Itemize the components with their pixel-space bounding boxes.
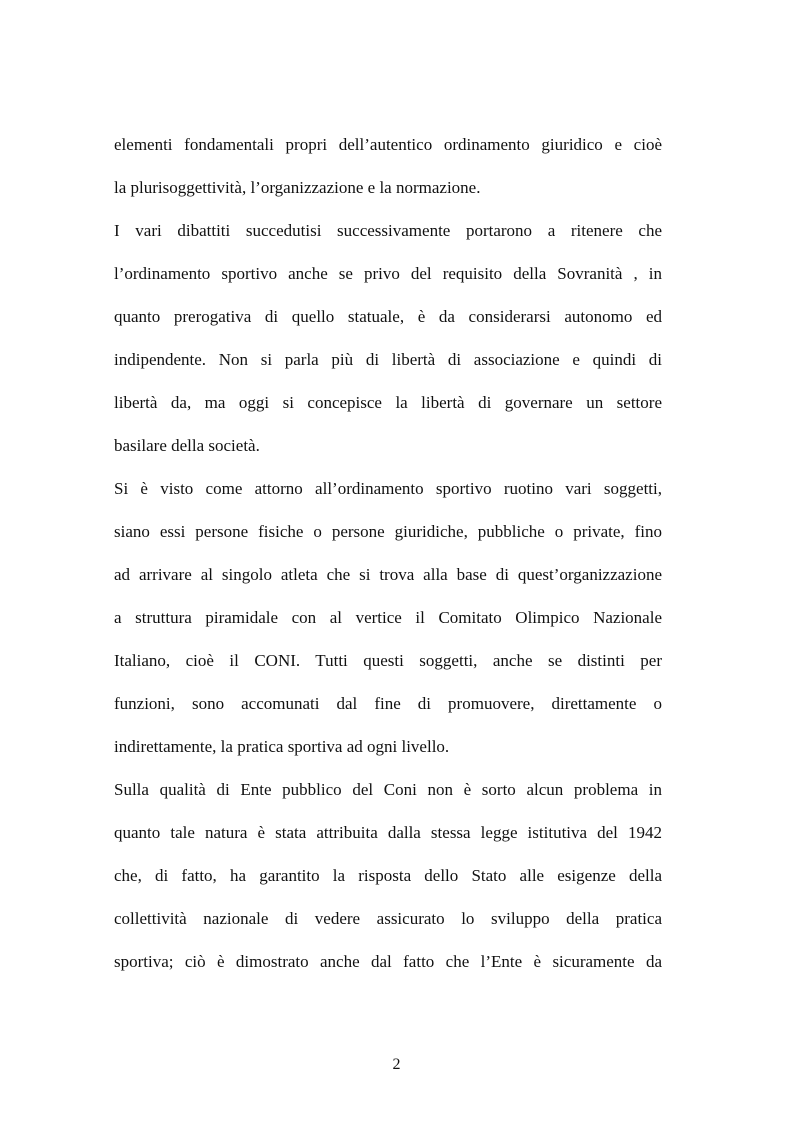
- text-line: libertà da, ma oggi si concepisce la libertà di governare un settore: [114, 393, 662, 412]
- text-line: funzioni, sono accomunati dal fine di promuovere, direttamente o: [114, 694, 662, 713]
- text-line: l’ordinamento sportivo anche se privo del requisito della Sovranità , in: [114, 264, 662, 283]
- text-line: indirettamente, la pratica sportiva ad ogni livello.: [114, 737, 450, 756]
- text-line: la plurisoggettività, l’organizzazione e la normazione.: [114, 178, 481, 197]
- text-line: a struttura piramidale con al vertice il Comitato Olimpico Nazionale: [114, 608, 662, 627]
- text-line: che, di fatto, ha garantito la risposta dello Stato alle esigenze della: [114, 866, 662, 885]
- text-line: collettività nazionale di vedere assicurato lo sviluppo della pratica: [114, 909, 662, 928]
- text-line: siano essi persone fisiche o persone giuridiche, pubbliche o private, fino: [114, 522, 662, 541]
- text-line: Sulla qualità di Ente pubblico del Coni non è sorto alcun problema in: [114, 780, 662, 799]
- text-line: elementi fondamentali propri dell’autentico ordinamento giuridico e cioè: [114, 135, 662, 154]
- text-line: Italiano, cioè il CONI. Tutti questi soggetti, anche se distinti per: [114, 651, 662, 670]
- text-line: ad arrivare al singolo atleta che si trova alla base di quest’organizzazione: [114, 565, 662, 584]
- text-line: sportiva; ciò è dimostrato anche dal fatto che l’Ente è sicuramente da: [114, 952, 662, 971]
- body-text: [114, 127, 662, 987]
- text-line: I vari dibattiti succedutisi successivamente portarono a ritenere che: [114, 221, 662, 240]
- text-line: quanto tale natura è stata attribuita dalla stessa legge istitutiva del 1942: [114, 823, 662, 842]
- page-number: 2: [392, 1056, 401, 1073]
- text-line: indipendente. Non si parla più di libertà di associazione e quindi di: [114, 350, 662, 369]
- text-line: basilare della società.: [114, 436, 260, 455]
- text-line: Si è visto come attorno all’ordinamento sportivo ruotino vari soggetti,: [114, 479, 662, 498]
- text-line: quanto prerogativa di quello statuale, è da considerarsi autonomo ed: [114, 307, 662, 326]
